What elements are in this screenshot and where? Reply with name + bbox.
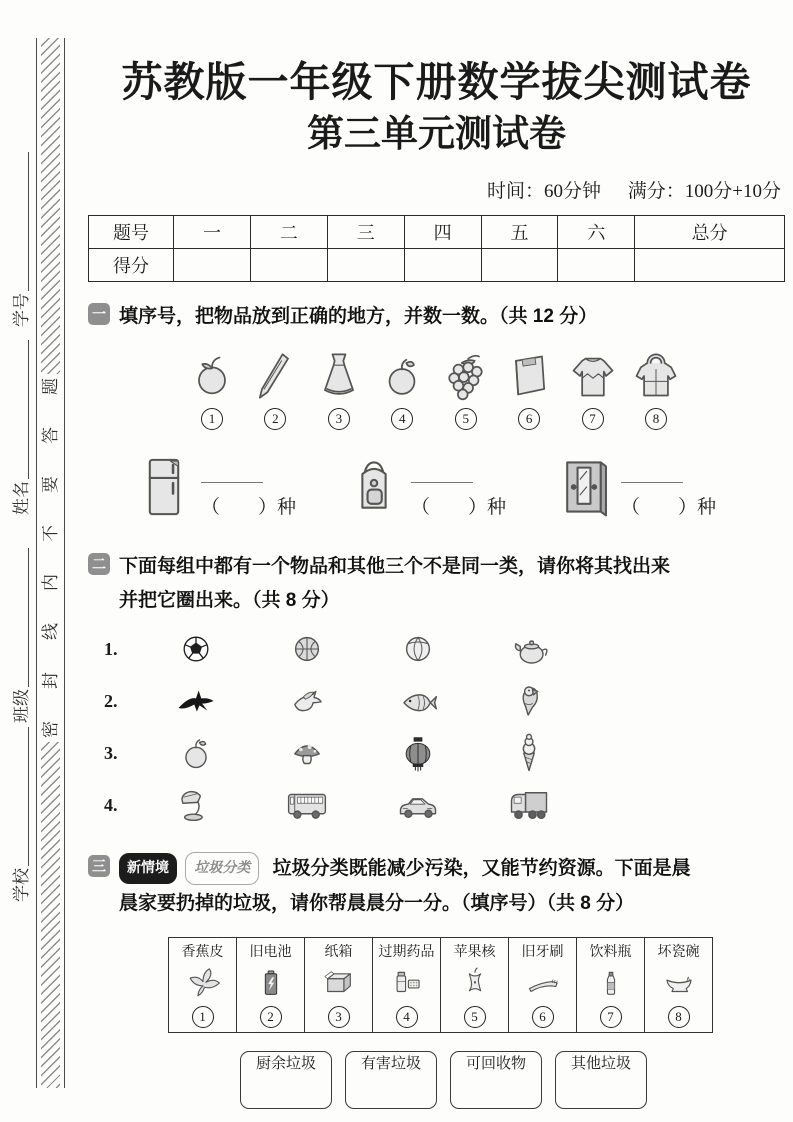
target-fridge: [133, 450, 333, 524]
category-box: [240, 1051, 332, 1109]
circled-number: 7: [600, 1006, 622, 1028]
seal-char: 要: [41, 476, 60, 493]
trash-item-medicine: [373, 937, 441, 1032]
trash-item-drink-bottle: [577, 937, 645, 1032]
score-cell: [558, 248, 635, 281]
count-answer-area: [201, 472, 296, 519]
item-dove: [251, 680, 362, 722]
kind-count-blank: （ ）种: [201, 496, 297, 518]
book-icon: [501, 350, 557, 402]
answer-blank-line: [621, 472, 683, 483]
item-truck: [474, 784, 585, 826]
car-icon: [390, 784, 446, 826]
trash-item-label: 坏瓷碗: [657, 944, 700, 960]
dress-icon: [311, 350, 367, 402]
broken-bowl-icon: [662, 965, 696, 1001]
trash-item-label: 旧牙刷: [521, 944, 564, 960]
score-column-header: 四: [404, 215, 481, 248]
full-score: 满分：100分+10分: [627, 180, 781, 202]
odd-one-out-row: [88, 782, 785, 828]
backpack-icon: [343, 450, 405, 524]
ice-cream-icon: [501, 732, 557, 774]
field-blank-line: [28, 340, 29, 479]
circled-number: 6: [532, 1006, 554, 1028]
section-3-text-line1: 垃圾分类既能减少污染，又能节约资源。下面是晨: [272, 858, 691, 880]
seal-line-text: [37, 374, 64, 742]
field-name: [11, 340, 32, 515]
section-2-badge: 二: [88, 553, 110, 575]
lantern-icon: [390, 732, 446, 774]
section-2-instruction: [119, 550, 670, 618]
row-number: 4.: [104, 794, 118, 815]
circled-number: 1: [192, 1006, 214, 1028]
wardrobe-icon: [553, 450, 615, 524]
trash-item-icon-wrap: [239, 963, 302, 1003]
section-1-item-row: [183, 350, 685, 430]
dove-icon: [279, 680, 335, 722]
item-sweater: [564, 350, 622, 430]
peach-icon: [184, 350, 240, 402]
trash-item-label: 苹果核: [453, 944, 496, 960]
score-table-row-label: 得分: [89, 248, 174, 281]
trash-item-icon-wrap: [171, 963, 234, 1003]
score-column-header: 五: [481, 215, 558, 248]
section-3-heading: [88, 852, 785, 920]
section-2-heading: [88, 550, 785, 618]
parrot-icon: [501, 680, 557, 722]
seal-hatching-bottom: [41, 742, 60, 1088]
field-label-school: 学校: [12, 868, 32, 902]
row-item-group: [140, 784, 585, 826]
basketball-icon: [279, 628, 335, 670]
row-number: 2.: [104, 690, 118, 711]
section-1-badge: 一: [88, 303, 110, 325]
field-label-name: 姓名: [12, 481, 32, 515]
apple-icon: [168, 732, 224, 774]
trash-item-icon-wrap: [443, 963, 506, 1003]
trash-item-icon-wrap: [647, 963, 710, 1003]
score-column-header: 六: [558, 215, 635, 248]
row-number: 1.: [104, 638, 118, 659]
mushroom-icon: [279, 732, 335, 774]
circled-number: 8: [645, 408, 667, 430]
time-limit: 时间：60分钟: [487, 180, 602, 202]
swallow-icon: [168, 680, 224, 722]
score-column-header: 二: [250, 215, 327, 248]
drink-bottle-icon: [594, 965, 628, 1001]
seal-char: 内: [41, 574, 60, 591]
trash-item-icon-wrap: [511, 963, 574, 1003]
sweater-icon: [565, 350, 621, 402]
apple-core-icon: [458, 965, 492, 1001]
trash-item-banana-peel: [169, 937, 237, 1032]
seal-char: 题: [41, 378, 60, 395]
paper-subtitle: 第三单元测试卷: [307, 114, 566, 156]
section-1-instruction: 填序号，把物品放到正确的地方，并数一数。（共 12 分）: [119, 305, 598, 327]
trash-category-boxes: [240, 1051, 785, 1109]
circled-number: 3: [328, 1006, 350, 1028]
item-beach-ball: [363, 628, 474, 670]
category-box: [555, 1051, 647, 1109]
fish-icon: [390, 680, 446, 722]
trash-item-label: 纸箱: [324, 944, 353, 960]
beach-ball-icon: [390, 628, 446, 670]
field-blank-line: [28, 152, 29, 291]
field-label-student-id: 学号: [12, 293, 32, 327]
circled-number: 5: [464, 1006, 486, 1028]
score-cell: [404, 248, 481, 281]
section-3-text-line2: 晨家要扔掉的垃圾，请你帮晨晨分一分。（填序号）（共 8 分）: [119, 892, 635, 914]
jacket-icon: [628, 350, 684, 402]
row-item-group: [140, 628, 585, 670]
trash-item-icon-wrap: [579, 963, 642, 1003]
bus-icon: [279, 784, 335, 826]
category-label: 可回收物: [465, 1055, 526, 1072]
field-label-class: 班级: [12, 689, 32, 723]
item-basketball: [251, 628, 362, 670]
target-backpack: [343, 450, 543, 524]
count-answer-area: [411, 472, 506, 519]
paper-body: [88, 0, 785, 1109]
item-teapot: [474, 628, 585, 670]
circled-number: 5: [455, 408, 477, 430]
odd-one-out-row: [88, 730, 785, 776]
odd-one-out-row: [88, 626, 785, 672]
section-1-target-row: [133, 450, 785, 524]
trash-item-label: 香蕉皮: [181, 944, 224, 960]
seal-char: 密: [41, 721, 60, 738]
field-school: [11, 727, 32, 902]
item-desk-lamp: [140, 784, 251, 826]
medicine-icon: [390, 965, 424, 1001]
desk-lamp-icon: [168, 784, 224, 826]
battery-icon: [254, 965, 288, 1001]
item-bus: [251, 784, 362, 826]
trash-item-broken-bowl: [645, 937, 713, 1032]
kind-count-blank: （ ）种: [621, 496, 717, 518]
pen-icon: [247, 350, 303, 402]
section-2-rows: [88, 626, 785, 828]
fridge-icon: [133, 450, 195, 524]
score-cell: [481, 248, 558, 281]
score-cell: [250, 248, 327, 281]
exam-meta: [88, 176, 785, 203]
item-peach: [183, 350, 241, 430]
trash-item-apple-core: [441, 937, 509, 1032]
circled-number: 7: [582, 408, 604, 430]
paper-title: 苏教版一年级下册数学拔尖测试卷: [121, 59, 752, 105]
trash-items-table: [168, 937, 713, 1033]
count-answer-area: [621, 472, 716, 519]
banana-peel-icon: [186, 965, 220, 1001]
circled-number: 2: [260, 1006, 282, 1028]
section-3-badge: 三: [88, 855, 110, 877]
item-apple: [373, 350, 431, 430]
trash-item-battery: [237, 937, 305, 1032]
circled-number: 4: [391, 408, 413, 430]
item-pen: [246, 350, 304, 430]
field-student-id: [11, 152, 32, 327]
circled-number: 2: [264, 408, 286, 430]
trash-item-toothbrush: [509, 937, 577, 1032]
circled-number: 8: [668, 1006, 690, 1028]
item-jacket: [627, 350, 685, 430]
trash-item-label: 旧电池: [249, 944, 292, 960]
answer-blank-line: [411, 472, 473, 483]
seal-char: 线: [41, 623, 60, 640]
category-label: 厨余垃圾: [255, 1055, 316, 1072]
field-blank-line: [28, 727, 29, 866]
target-wardrobe: [553, 450, 753, 524]
score-cell: [635, 248, 785, 281]
item-car: [363, 784, 474, 826]
score-column-header: 总分: [635, 215, 785, 248]
circled-number: 3: [328, 408, 350, 430]
trash-item-cardboard-box: [305, 937, 373, 1032]
score-column-header: 三: [327, 215, 404, 248]
score-cell: [327, 248, 404, 281]
category-label: 其他垃圾: [570, 1055, 631, 1072]
seal-char: 不: [41, 525, 60, 542]
score-column-header: 一: [174, 215, 251, 248]
truck-icon: [501, 784, 557, 826]
new-context-tag: 新情境: [119, 853, 177, 883]
soccer-ball-icon: [168, 628, 224, 670]
score-table: [88, 215, 785, 282]
score-table-header: 题号: [89, 215, 174, 248]
item-mushroom: [251, 732, 362, 774]
section-1-heading: [88, 300, 785, 334]
section-2-instruction-line1: 下面每组中都有一个物品和其他三个不是同一类，请你将其找出来: [119, 555, 671, 577]
trash-item-icon-wrap: [375, 963, 438, 1003]
odd-one-out-row: [88, 678, 785, 724]
category-box: [345, 1051, 437, 1109]
field-blank-line: [28, 548, 29, 687]
cardboard-box-icon: [322, 965, 356, 1001]
seal-char: 封: [41, 672, 60, 689]
trash-item-label: 过期药品: [378, 944, 435, 960]
item-ice-cream: [474, 732, 585, 774]
section-3-instruction: [119, 852, 691, 920]
row-number: 3.: [104, 742, 118, 763]
circled-number: 1: [201, 408, 223, 430]
circled-number: 4: [396, 1006, 418, 1028]
section-2-instruction-line2: 并把它圈出来。（共 8 分）: [119, 590, 340, 612]
item-grapes: [437, 350, 495, 430]
trash-item-label: 饮料瓶: [589, 944, 632, 960]
kind-count-blank: （ ）种: [411, 496, 507, 518]
grapes-icon: [438, 350, 494, 402]
category-label: 有害垃圾: [360, 1055, 421, 1072]
teapot-icon: [501, 628, 557, 670]
section-3-instruction-line1: [119, 852, 691, 886]
item-apple: [140, 732, 251, 774]
item-lantern: [363, 732, 474, 774]
row-item-group: [140, 732, 585, 774]
field-class: [11, 548, 32, 723]
category-box: [450, 1051, 542, 1109]
answer-blank-line: [201, 472, 263, 483]
trash-item-icon-wrap: [307, 963, 370, 1003]
apple-icon: [374, 350, 430, 402]
item-parrot: [474, 680, 585, 722]
item-soccer-ball: [140, 628, 251, 670]
item-book: [500, 350, 558, 430]
item-swallow: [140, 680, 251, 722]
seal-char: 答: [41, 427, 60, 444]
score-cell: [174, 248, 251, 281]
seal-hatching-top: [41, 38, 60, 374]
toothbrush-icon: [526, 965, 560, 1001]
item-fish: [363, 680, 474, 722]
row-item-group: [140, 680, 585, 722]
circled-number: 6: [518, 408, 540, 430]
item-dress: [310, 350, 368, 430]
seal-band: [36, 38, 65, 1088]
topic-tag: 垃圾分类: [185, 852, 259, 884]
